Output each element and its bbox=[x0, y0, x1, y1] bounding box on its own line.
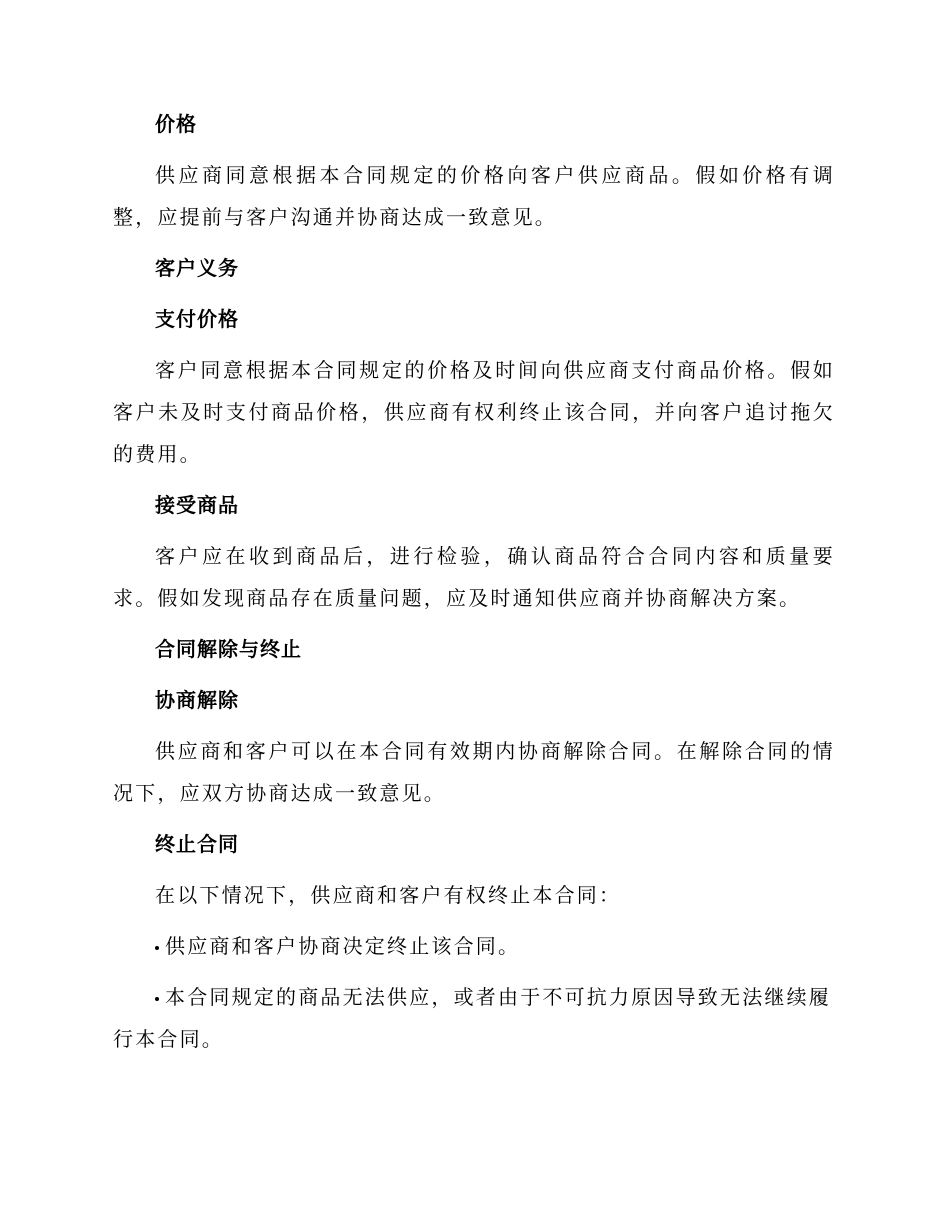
paragraph-price: 供应商同意根据本合同规定的价格向客户供应商品。假如价格有调整，应提前与客户沟通并协商达成一致意见。 bbox=[113, 163, 835, 229]
paragraph-terminate-intro: 在以下情况下，供应商和客户有权终止本合同： bbox=[155, 883, 622, 907]
paragraph-pay-price: 客户同意根据本合同规定的价格及时间向供应商支付商品价格。假如客户未及时支付商品价格，供应商有权利终止该合同，并向客户追讨拖欠的费用。 bbox=[113, 358, 835, 466]
list-item-text: 本合同规定的商品无法供应，或者由于不可抗力原因导致无法继续履行本合同。 bbox=[113, 985, 831, 1051]
list-item-text: 供应商和客户协商决定终止该合同。 bbox=[165, 934, 521, 958]
section-heading-terminate-contract: 终止合同 bbox=[155, 832, 239, 856]
section-heading-termination: 合同解除与终止 bbox=[155, 637, 302, 661]
section-heading-pay-price: 支付价格 bbox=[155, 307, 239, 331]
list-item bbox=[113, 925, 835, 967]
bullet-dot-icon bbox=[155, 946, 159, 950]
paragraph-accept-goods: 客户应在收到商品后，进行检验，确认商品符合合同内容和质量要求。假如发现商品存在质量问题，应及时通知供应商并协商解决方案。 bbox=[113, 544, 835, 610]
section-heading-negotiated-rescission: 协商解除 bbox=[155, 688, 239, 712]
list-item bbox=[113, 976, 835, 1060]
section-heading-customer-obligations: 客户义务 bbox=[155, 256, 239, 280]
section-heading-accept-goods: 接受商品 bbox=[155, 493, 239, 517]
document-page bbox=[113, 103, 835, 1069]
section-heading-price: 价格 bbox=[155, 112, 197, 136]
paragraph-negotiated-rescission: 供应商和客户可以在本合同有效期内协商解除合同。在解除合同的情况下，应双方协商达成一致意见。 bbox=[113, 739, 835, 805]
bullet-dot-icon bbox=[155, 997, 159, 1001]
